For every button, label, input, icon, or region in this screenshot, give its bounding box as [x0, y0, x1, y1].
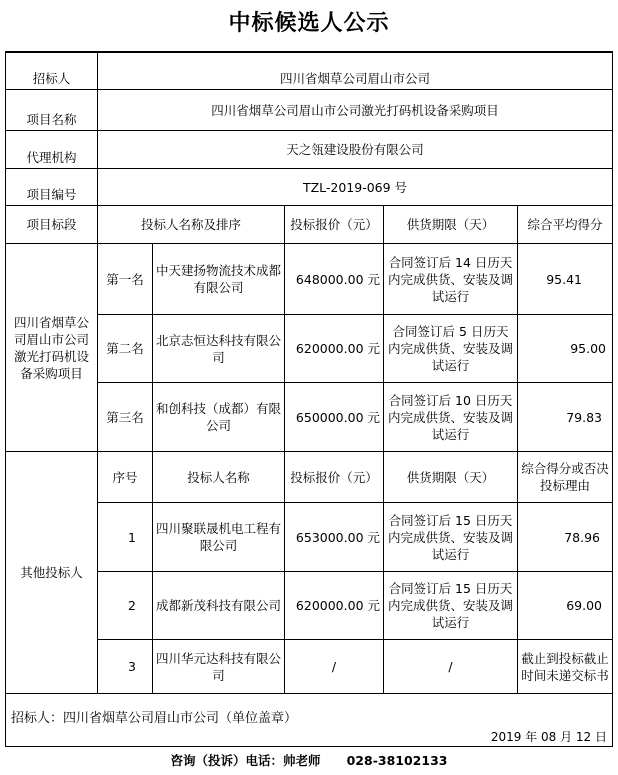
- other-name: 成都新茂科技有限公司: [156, 598, 282, 613]
- project-no-label: 项目编号: [26, 187, 77, 202]
- candidate-name: 北京志恒达科技有限公司: [156, 332, 282, 365]
- header-result: 综合得分或否决投标理由: [521, 461, 609, 493]
- candidate-period: 合同签订后 14 日历天内完成供货、安装及调试运行: [387, 254, 513, 304]
- header-score: 综合平均得分: [527, 217, 603, 232]
- tenderer-label: 招标人: [32, 71, 71, 86]
- other-name: 四川华元达科技有限公司: [156, 650, 282, 683]
- signature-tenderer: 招标人：四川省烟草公司眉山市公司（单位盖章）: [11, 710, 298, 726]
- other-period: 合同签订后 15 日历天内完成供货、安装及调试运行: [387, 512, 513, 562]
- candidate-period: 合同签订后 10 日历天内完成供货、安装及调试运行: [387, 392, 513, 442]
- candidate-score: 79.83: [566, 409, 602, 425]
- header-bidder-name: 投标人名称: [187, 469, 250, 485]
- other-name: 四川聚联晟机电工程有限公司: [156, 521, 282, 553]
- header-no: 序号: [112, 469, 138, 485]
- other-period: /: [448, 659, 453, 674]
- candidate-price: 620000.00 元: [295, 341, 380, 356]
- other-result: 69.00: [566, 598, 602, 613]
- section-name: 四川省烟草公司眉山市公司激光打码机设备采购项目: [13, 314, 89, 381]
- contact-footer: 咨询（投诉）电话：帅老师 028-38102133: [170, 753, 448, 768]
- table-border-bottom: [5, 746, 613, 747]
- project-no-value: TZL-2019-069 号: [302, 179, 408, 195]
- project-name-value: 四川省烟草公司眉山市公司激光打码机设备采购项目: [211, 102, 499, 118]
- signature-date: 2019 年 08 月 12 日: [490, 729, 607, 744]
- candidate-rank: 第一名: [106, 271, 144, 287]
- candidate-rank: 第二名: [106, 341, 144, 356]
- other-no: 3: [128, 659, 136, 674]
- other-no: 1: [128, 529, 136, 545]
- candidate-score: 95.00: [570, 341, 606, 356]
- candidate-rank: 第三名: [106, 409, 144, 425]
- other-result: 截止到投标截止时间未递交标书: [521, 650, 609, 683]
- agency-value: 天之瓴建设股份有限公司: [286, 142, 424, 157]
- page-title: 中标候选人公示: [228, 11, 390, 36]
- candidate-score: 95.41: [546, 271, 582, 287]
- candidate-period: 合同签订后 5 日历天内完成供货、安装及调试运行: [387, 324, 513, 373]
- other-price: 653000.00 元: [295, 529, 380, 545]
- candidate-price: 648000.00 元: [295, 271, 380, 287]
- header-period: 供货期限（天）: [406, 469, 495, 485]
- header-price: 投标报价（元）: [290, 469, 378, 485]
- other-period: 合同签订后 15 日历天内完成供货、安装及调试运行: [387, 581, 513, 630]
- other-price: /: [331, 659, 337, 674]
- other-result: 78.96: [564, 529, 600, 545]
- header-period: 供货期限（天）: [406, 217, 495, 232]
- candidate-price: 650000.00 元: [295, 409, 380, 425]
- other-no: 2: [128, 598, 136, 613]
- header-bidder-rank: 投标人名称及排序: [140, 217, 241, 232]
- project-name-label: 项目名称: [26, 112, 77, 127]
- table-border-right: [612, 51, 613, 747]
- header-price: 投标报价（元）: [290, 217, 378, 232]
- tenderer-value: 四川省烟草公司眉山市公司: [279, 71, 430, 86]
- agency-label: 代理机构: [26, 150, 77, 165]
- other-price: 620000.00 元: [295, 598, 380, 613]
- header-section: 项目标段: [26, 217, 77, 232]
- candidate-name: 和创科技（成都）有限公司: [156, 401, 282, 433]
- other-bidders-label: 其他投标人: [20, 565, 83, 580]
- candidate-name: 中天建扬物流技术成都有限公司: [156, 263, 282, 295]
